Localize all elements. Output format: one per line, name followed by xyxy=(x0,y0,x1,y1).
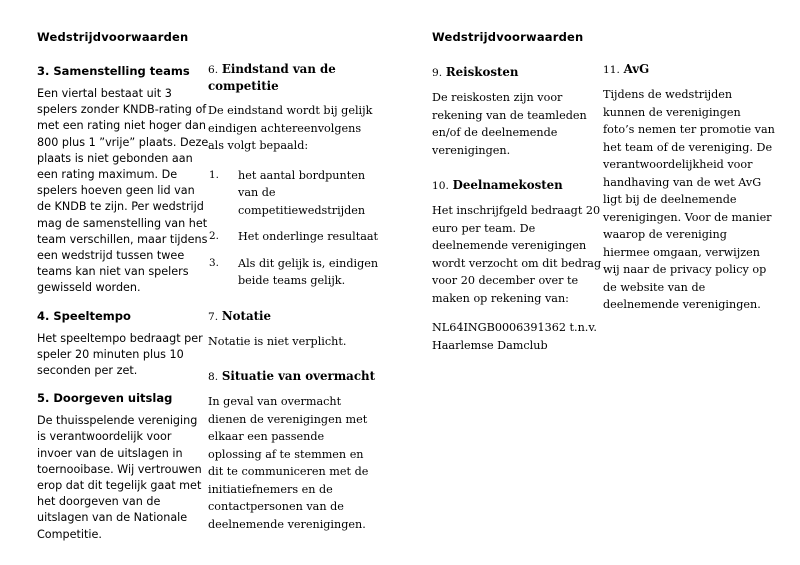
list-item-text: Als dit gelijk is, eindigen beide teams gelijk. xyxy=(238,256,379,287)
section-paragraph: Het speeltempo bedraagt per speler 20 minuten plus 10 seconden per zet. xyxy=(37,331,203,378)
list-item xyxy=(208,255,380,290)
section-title: Doorgeven uitslag xyxy=(53,391,173,406)
section-title: Situatie van overmacht xyxy=(221,369,376,383)
section-title: Notatie xyxy=(221,308,272,323)
column-one xyxy=(37,30,209,555)
section-paragraph: De eindstand wordt bij gelijk eindigen achtereenvolgens als volgt bepaald: xyxy=(208,104,373,152)
section-title: Samenstelling teams xyxy=(53,64,190,78)
column-two-top-offset xyxy=(208,30,380,61)
section-heading xyxy=(37,64,209,79)
section-title: AvG xyxy=(623,62,650,76)
list-marker: 1. xyxy=(209,168,219,181)
section-number: 3. xyxy=(37,64,50,78)
section-number: 8. xyxy=(208,371,219,383)
section-title: Speeltempo xyxy=(53,308,131,323)
list-marker: 2. xyxy=(209,230,219,242)
list-item-text: het aantal bordpunten van de competitiewedstrijden xyxy=(238,168,366,217)
section-doorgeven-uitslag xyxy=(37,391,209,543)
section-heading xyxy=(603,61,775,78)
section-paragraph: Notatie is niet verplicht. xyxy=(208,334,347,348)
section-number: 4. xyxy=(37,308,50,323)
section-number: 11. xyxy=(603,64,620,76)
column-two xyxy=(208,30,380,545)
column-four xyxy=(603,30,775,326)
section-title: Deelnamekosten xyxy=(452,178,563,192)
section-notatie xyxy=(208,308,380,351)
header-spacer xyxy=(432,44,604,64)
column-three xyxy=(432,30,604,366)
list-marker: 3. xyxy=(209,256,219,269)
section-paragraph: De reiskosten zijn voor rekening van de teamleden en/of de deelnemende verenigingen. xyxy=(432,91,587,157)
left-page-running-header: Wedstrijdvoorwaarden xyxy=(37,30,189,44)
section-number: 10. xyxy=(432,180,449,192)
section-deelnamekosten xyxy=(432,177,604,354)
section-avg xyxy=(603,61,775,314)
column-four-top-offset xyxy=(603,30,775,61)
header-spacer xyxy=(37,44,209,64)
section-number: 9. xyxy=(432,67,443,79)
section-heading xyxy=(208,368,380,385)
list-item xyxy=(208,228,380,246)
section-eindstand-competitie xyxy=(208,61,380,290)
section-paragraph: Het inschrijfgeld bedraagt 20 euro per team. De deelnemende verenigingen wordt verzocht om dit bedrag voor 20 december over te maken op rekening van: xyxy=(432,204,602,305)
section-paragraph: Een viertal bestaat uit 3 spelers zonder KNDB-rating of met een rating niet hoger dan 800 plus 1 ”vrije” plaats. Deze plaats is niet gebonden aan een rating maximum. De spelers hoeven geen lid van de KNDB te zijn. Per wedstrijd mag de samenstelling van het team verschillen, maar tijdens een wedstrijd tussen twee teams kan niet van spelers gewisseld worden. xyxy=(37,87,209,295)
section-number: 6. xyxy=(208,64,219,76)
section-paragraph: Tijdens de wedstrijden kunnen de verenigingen foto’s nemen ter promotie van het team of de vereniging. De verantwoordelijkheid voor handhaving van de wet AvG ligt bij de deelnemende verenigingen. Voor de manier waarop de vereniging hiermee omgaan, verwijzen wij naar de privacy policy op de website van de deelnemende verenigingen. xyxy=(603,88,775,311)
section-reiskosten xyxy=(432,64,604,159)
section-title: Reiskosten xyxy=(445,65,519,79)
section-samenstelling-teams xyxy=(37,64,209,297)
right-page-running-header: Wedstrijdvoorwaarden xyxy=(432,30,584,44)
section-heading xyxy=(208,308,380,325)
section-heading xyxy=(432,177,604,194)
section-heading xyxy=(208,61,380,94)
section-number: 7. xyxy=(208,310,219,323)
section-situatie-overmacht xyxy=(208,368,380,533)
section-title: Eindstand van de competitie xyxy=(208,62,336,93)
eindstand-criteria-list xyxy=(208,167,380,290)
section-number: 5. xyxy=(37,391,50,406)
list-item-text: Het onderlinge resultaat xyxy=(238,230,379,243)
section-paragraph: In geval van overmacht dienen de verenigingen met elkaar een passende oplossing af te stemmen en dit te communiceren met de initiatiefnemers en de contactpersonen van de deelnemende verenigingen. xyxy=(208,395,369,531)
section-speeltempo xyxy=(37,309,209,380)
section-heading xyxy=(37,309,209,324)
section-heading xyxy=(37,391,209,406)
list-item xyxy=(208,167,380,220)
bank-account-details: NL64INGB0006391362 t.n.v. Haarlemse Damclub xyxy=(432,321,597,352)
section-heading xyxy=(432,64,604,81)
section-paragraph: De thuisspelende vereniging is verantwoordelijk voor invoer van de uitslagen in toernooibase. Wij vertrouwen erop dat dit tegelijk gaat met het doorgeven van de uitslagen van de Nationale Competitie. xyxy=(37,414,202,541)
